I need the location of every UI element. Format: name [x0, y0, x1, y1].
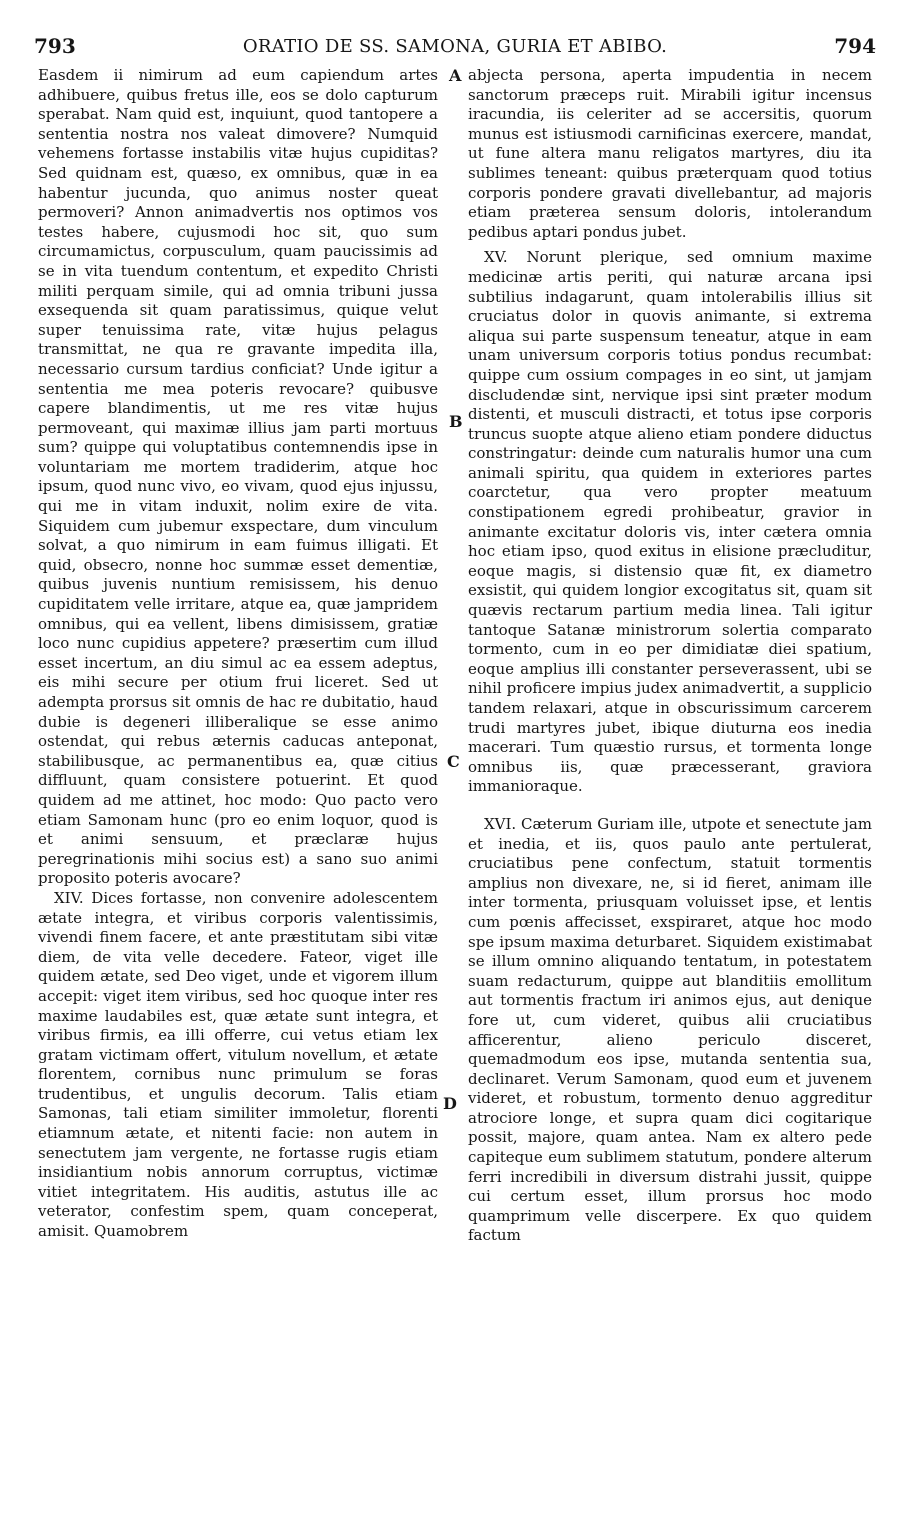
margin-letter-a: A [449, 66, 462, 85]
margin-letter-c: C [447, 752, 460, 771]
page-number-left: 793 [34, 34, 76, 58]
left-column [38, 66, 438, 1242]
paragraph: abjecta persona, aperta impudentia in necem sanctorum præceps ruit. Mirabili igitur incensus iracundia, iis celeriter ad se accersitis, quorum munus est istiusmodi carnificinas exercere, mandat, ut fune altera manu religatos martyres, diu ita sublimes teneant: quibus præterquam quod totius corporis pondere gravati divellebantur, ad majoris etiam præterea sensum doloris, intolerandum pedibus aptari pondus jubet. [468, 66, 872, 241]
page-number-right: 794 [834, 34, 876, 58]
section-xiv-paragraph: XIV. Dices fortasse, non convenire adolescentem ætate integra, et viribus corporis valentissimis, vivendi finem facere, et ante præstitutam sibi vitæ diem, de vita velle decedere. Fateor, viget ille quidem ætate, sed Deo viget, unde et vigorem illum accepit: viget item viribus, sed hoc quoque inter res maxime laudabiles est, quæ ætate sunt integra, et viribus firmis, ea illi offerre, cui vetus etiam lex gratam victimam offert, vitulum novellum, et ætate florentem, cornibus nunc primulum se foras trudentibus, et ungulis decorum. Talis etiam Samonas, tali etiam similiter immoletur, florenti etiamnum ætate, et nitenti facie: non autem in senectutem jam vergente, ne fortasse rugis etiam insidiantium nobis annorum corruptus, victimæ vitiet integritatem. His auditis, astutus ille ac veterator, confestim spem, quam conceperat, amisit. Quamobrem [38, 888, 438, 1241]
margin-letter-d: D [443, 1094, 457, 1113]
right-column [468, 66, 872, 1246]
margin-letter-b: B [449, 412, 463, 431]
section-xv-paragraph: XV. Norunt plerique, sed omnium maxime medicinæ artis periti, qui naturæ arcana ipsi subtilius indagarunt, quam intolerabilis illius sit cruciatus dolor in quovis animante, si extrema aliqua sui parte suspensum teneatur, atque in eam unam universum corporis totius pondus recumbat: quippe cum ossium compages in eo sint, ut jamjam discludendæ sint, nervique ipsi sint præter modum distenti, et musculi distracti, et totus ipse corporis truncus suopte atque alieno etiam pondere diductus constringatur: deinde cum naturalis humor una cum animali spiritu, qua quidem in exteriores partes coarctetur, qua vero propter meatuum constipationem egredi prohibeatur, gravior in animante excitatur doloris vis, inter cætera omnia hoc etiam ipso, quod exitus in elisione præcluditur, eoque magis, si distensio quæ fit, ex diametro exsistit, qui quidem longior excogitatus sit, quam sit quævis rectarum partium media linea. Tali igitur tantoque Satanæ ministrorum solertia comparato tormento, cum in eo per dimidiatæ diei spatium, eoque amplius illi constanter perseverassent, ubi se nihil proficere impius judex animadvertit, a supplicio tandem relaxari, atque in obscurissimum carcerem trudi martyres jubet, ibique diuturna eos inedia macerari. Tum quæstio rursus, et tormenta longe omnibus iis, quæ præcesserant, graviora immanioraque. [468, 248, 872, 796]
section-xvi-paragraph: XVI. Cæterum Guriam ille, utpote et senectute jam et inedia, et iis, quos paulo ante pertulerat, cruciatibus pene confectum, statuit tormentis amplius non divexare, ne, si id fieret, animam ille inter tormenta, priusquam voluisset ipse, et lentis cum pœnis affecisset, exspiraret, atque hoc modo spe ipsum maxima deturbaret. Siquidem existimabat se illum omnino aliquando tentatum, in potestatem suam redacturum, quippe aut blanditiis emollitum aut tormentis fractum iri animos ejus, aut denique fore ut, cum videret, quibus alii cruciatibus afficerentur, alieno periculo disceret, quemadmodum eos ipse, mutanda sententia sua, declinaret. Verum Samonam, quod eum et juvenem videret, et robustum, tormento denuo aggreditur atrociore longe, et supra quam dici cogitarique possit, majore, quam antea. Nam ex altero pede capiteque eum sublimem statutum, pondere alterum ferri incredibili in diversum distrahi jussit, quippe cui certum esset, illum prorsus hoc modo quamprimum velle discerpere. Ex quo quidem factum [468, 814, 872, 1245]
running-header [30, 34, 880, 62]
paragraph: Easdem ii nimirum ad eum capiendum artes adhibuere, quibus fretus ille, eos se dolo capturum sperabat. Nam quid est, inquiunt, quod tantopere a sententia nostra nos valeat dimovere? Numquid vehemens fortasse instabilis vitæ hujus cupiditas? Sed quidnam est, quæso, ex omnibus, quæ in ea habentur jucunda, quo animus noster queat permoveri? Annon animadvertis nos optimos vos testes habere, cujusmodi hoc sit, quo sum circumamictus, corpusculum, quam paucissimis ad se in vita tuendum contentum, et expedito Christi militi perquam simile, qui ad omnia tribuni jussa exsequenda sit quam paratissimus, quique velut super tenuissima rate, vitæ hujus pelagus transmittat, ne qua re gravante impedita illa, necessario cursum tardius conficiat? Unde igitur a sententia me mea poteris revocare? quibusve capere blandimentis, ut me res vitæ hujus permoveant, qui maximæ illius jam parti mortuus sum? quippe qui voluptatibus contemnendis ipse in voluntariam me mortem tradiderim, atque hoc ipsum, quod nunc vivo, eo vivam, quod ejus injussu, qui me in vitam induxit, nolim exire de vita. Siquidem cum jubemur exspectare, dum vinculum solvat, a quo nimirum in eam fuimus illigati. Et quid, obsecro, nonne hoc summæ esset dementiæ, quibus juvenis nuntium remisissem, his denuo cupiditatem velle irritare, atque ea, quæ jampridem omnibus, qui ea vellent, libens dimisissem, gratiæ loco nunc cupidius appetere? præsertim cum illud esset incertum, an diu simul ac ea essem adeptus, eis mihi secure per otium frui liceret. Sed ut adempta prorsus sit omnis de hac re dubitatio, haud dubie is degeneri illiberalique se esse animo ostendat, qui rebus æternis caducas anteponat, stabilibusque, ac permanentibus ea, quæ citius diffluunt, quam consistere potuerint. Et quod quidem ad me attinet, hoc modo: Quo pacto vero etiam Samonam hunc (pro eo enim loquor, quod is et animi sensuum, et præclaræ hujus peregrinationis mihi socius est) a sano suo animi proposito poteris avocare? [38, 66, 438, 888]
running-title: ORATIO DE SS. SAMONA, GURIA ET ABIBO. [242, 36, 668, 57]
